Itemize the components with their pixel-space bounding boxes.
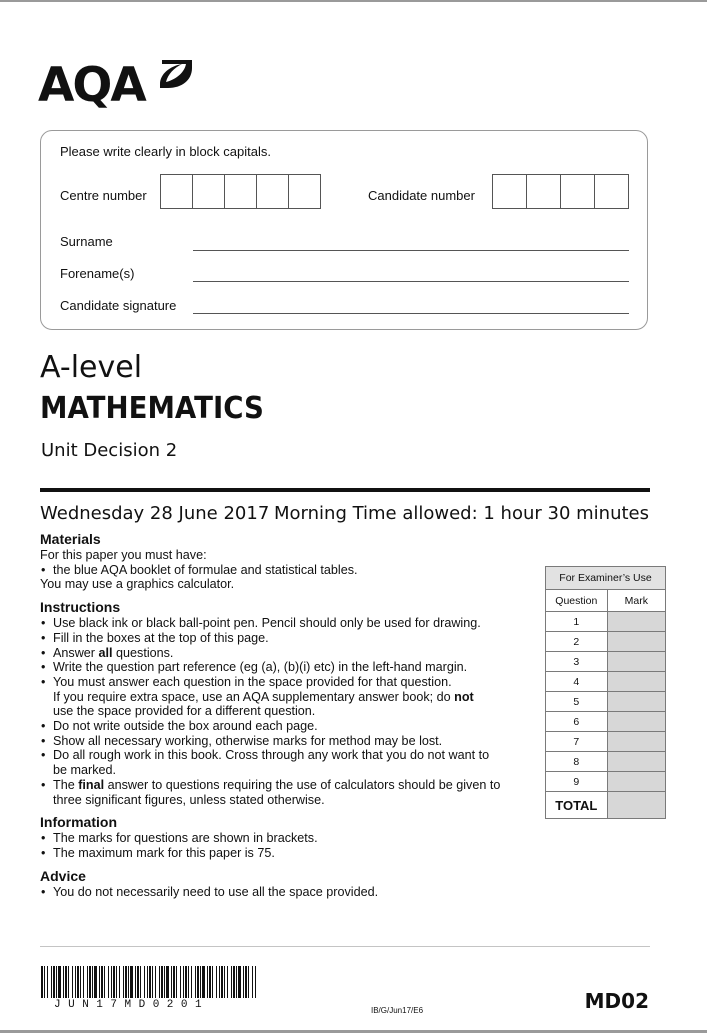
centre-number-boxes[interactable] (160, 174, 321, 209)
candidate-number-label: Candidate number (368, 188, 475, 203)
instruction-text: Answer (53, 645, 99, 660)
candidate-number-digit-box[interactable] (526, 174, 561, 209)
mark-cell (607, 672, 665, 692)
instruction-emphasis: all (98, 645, 113, 660)
mark-cell (607, 652, 665, 672)
candidate-details-box (40, 130, 648, 330)
time-allowed: Time allowed: 1 hour 30 minutes (352, 503, 649, 524)
question-number: 3 (546, 652, 608, 672)
examiner-table-title: For Examiner’s Use (546, 567, 666, 590)
instruction-item: • Show all necessary working, otherwise marks for method may be lost. (40, 734, 540, 749)
instruction-emphasis: not (454, 689, 474, 704)
instruction-item: • Fill in the boxes at the top of this page. (40, 631, 540, 646)
mark-cell (607, 692, 665, 712)
advice-item: • You do not necessarily need to use all the space provided. (40, 885, 540, 900)
centre-number-digit-box[interactable] (160, 174, 193, 209)
exam-session: Morning (274, 503, 347, 524)
information-heading: Information (40, 814, 117, 831)
mark-column-header: Mark (607, 590, 665, 612)
forename-field[interactable] (193, 281, 629, 282)
centre-number-digit-box[interactable] (192, 174, 225, 209)
surname-label: Surname (60, 234, 113, 249)
footer-divider (40, 946, 650, 947)
mark-cell (607, 752, 665, 772)
centre-number-digit-box[interactable] (256, 174, 289, 209)
instruction-text: If you require extra space, use an AQA supplementary answer book; do (53, 689, 455, 704)
question-number: 6 (546, 712, 608, 732)
examiner-use-table (545, 566, 666, 819)
instruction-continuation: use the space provided for a different question. (53, 704, 316, 719)
mark-cell (607, 712, 665, 732)
leaf-icon (156, 58, 194, 90)
instruction-item: • Do not write outside the box around each page. (40, 719, 540, 734)
unit-title: Unit Decision 2 (41, 440, 178, 461)
question-number: 9 (546, 772, 608, 792)
barcode-text: JUN17MD0201 (54, 999, 210, 1011)
materials-heading: Materials (40, 531, 101, 547)
centre-number-label: Centre number (60, 188, 147, 203)
question-number: 7 (546, 732, 608, 752)
question-number: 2 (546, 632, 608, 652)
subject-title: MATHEMATICS (40, 391, 264, 426)
question-column-header: Question (546, 590, 608, 612)
materials-intro: For this paper you must have: (40, 548, 207, 562)
instruction-item (40, 778, 540, 793)
mark-cell (607, 632, 665, 652)
instruction-text: The (53, 777, 79, 792)
exam-date: Wednesday 28 June 2017 (40, 503, 270, 524)
information-item: • The maximum mark for this paper is 75. (40, 846, 540, 861)
instruction-continuation: three significant figures, unless stated otherwise. (53, 792, 325, 807)
advice-heading: Advice (40, 867, 86, 884)
instruction-item: • You must answer each question in the space provided for that question. (40, 675, 540, 690)
mark-cell (607, 772, 665, 792)
instruction-emphasis: final (78, 777, 105, 792)
total-label: TOTAL (546, 792, 608, 819)
signature-field[interactable] (193, 313, 629, 314)
document-reference: IB/G/Jun17/E6 (371, 1006, 424, 1015)
question-number: 5 (546, 692, 608, 712)
surname-field[interactable] (193, 250, 629, 251)
paper-code: MD02 (584, 989, 649, 1013)
total-mark-cell (607, 792, 665, 819)
instruction-continuation: be marked. (53, 763, 116, 778)
instruction-text: answer to questions requiring the use of calculators should be given to (104, 777, 501, 792)
mark-cell (607, 612, 665, 632)
qualification-level: A-level (40, 350, 143, 385)
candidate-number-digit-box[interactable] (492, 174, 527, 209)
instruction-item (40, 646, 540, 661)
instruction-item: • Write the question part reference (eg (a), (b)(i) etc) in the left-hand margin. (40, 660, 540, 675)
candidate-number-digit-box[interactable] (560, 174, 595, 209)
mark-cell (607, 732, 665, 752)
instruction-item: • Do all rough work in this book. Cross through any work that you do not want to (40, 748, 540, 763)
block-capitals-instruction: Please write clearly in block capitals. (60, 144, 271, 159)
candidate-number-digit-box[interactable] (594, 174, 629, 209)
centre-number-digit-box[interactable] (224, 174, 257, 209)
top-border (0, 0, 707, 2)
instruction-continuation (40, 690, 540, 705)
exam-instructions (40, 531, 540, 899)
information-item: • The marks for questions are shown in brackets. (40, 831, 540, 846)
signature-label: Candidate signature (60, 298, 177, 313)
title-divider (40, 488, 650, 492)
question-number: 8 (546, 752, 608, 772)
candidate-number-boxes[interactable] (492, 174, 629, 209)
materials-note: You may use a graphics calculator. (40, 577, 235, 592)
barcode-icon (41, 966, 257, 998)
forename-label: Forename(s) (60, 266, 135, 281)
materials-bullet: • the blue AQA booklet of formulae and statistical tables. (40, 563, 540, 578)
question-number: 4 (546, 672, 608, 692)
centre-number-digit-box[interactable] (288, 174, 321, 209)
question-number: 1 (546, 612, 608, 632)
instruction-item: • Use black ink or black ball-point pen. Pencil should only be used for drawing. (40, 616, 540, 631)
logo-text: AQA (38, 58, 145, 113)
instruction-text: questions. (112, 645, 174, 660)
instructions-heading: Instructions (40, 599, 121, 616)
